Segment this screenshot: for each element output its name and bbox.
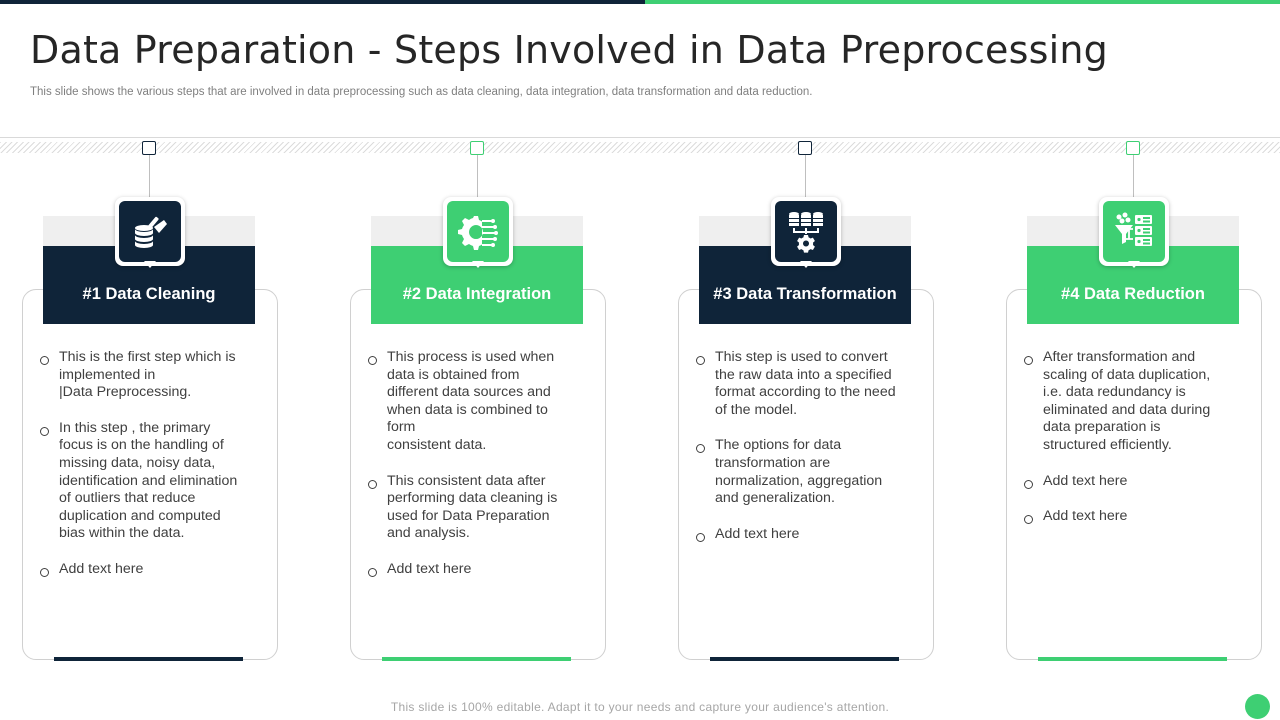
icon-pointer bbox=[144, 261, 156, 268]
bullet-item: Add text here bbox=[368, 561, 573, 579]
database-gear-icon bbox=[775, 201, 837, 262]
step-icon-badge bbox=[771, 197, 841, 266]
timeline-marker bbox=[798, 141, 812, 155]
bullet-item: Add text here bbox=[1024, 508, 1229, 526]
icon-pointer bbox=[1128, 261, 1140, 268]
step-bullet-list bbox=[1024, 349, 1229, 544]
slide-footer-note: This slide is 100% editable. Adapt it to your needs and capture your audience's attention. bbox=[390, 700, 890, 714]
step-title: #1 Data Cleaning bbox=[82, 285, 216, 303]
timeline-marker bbox=[470, 141, 484, 155]
step-column-4 bbox=[1006, 0, 1262, 720]
connector-line bbox=[477, 155, 478, 200]
slide-title: Data Preparation - Steps Involved in Data Preprocessing bbox=[30, 28, 1108, 72]
card-bottom-bar bbox=[1038, 657, 1227, 661]
step-bullet-list bbox=[40, 349, 245, 597]
bullet-item: This step is used to convert the raw data into a specified format according to the need of the model. bbox=[696, 349, 901, 419]
gear-circuit-icon bbox=[447, 201, 509, 262]
connector-line bbox=[149, 155, 150, 200]
step-title: #4 Data Reduction bbox=[1061, 285, 1205, 303]
slide-subtitle: This slide shows the various steps that are involved in data preprocessing such as data cleaning, data integration, data transformation and data reduction. bbox=[30, 86, 813, 98]
bullet-item: After transformation and scaling of data duplication, i.e. data redundancy is eliminated and data during data preparation is structured efficiently. bbox=[1024, 349, 1229, 455]
step-bullet-list bbox=[368, 349, 573, 597]
bullet-item: In this step , the primary focus is on the handling of missing data, noisy data, identification and elimination of outliers that reduce duplication and computed bias within the data. bbox=[40, 420, 245, 543]
step-icon-badge bbox=[443, 197, 513, 266]
step-icon-badge bbox=[1099, 197, 1169, 266]
icon-pointer bbox=[472, 261, 484, 268]
card-bottom-bar bbox=[382, 657, 571, 661]
step-column-3 bbox=[678, 0, 934, 720]
connector-line bbox=[805, 155, 806, 200]
bullet-item: Add text here bbox=[1024, 473, 1229, 491]
bullet-item: The options for data transformation are normalization, aggregation and generalization. bbox=[696, 437, 901, 507]
step-icon-badge bbox=[115, 197, 185, 266]
corner-decoration-dot bbox=[1245, 694, 1270, 719]
bullet-item: This process is used when data is obtained from different data sources and when data is combined to form consistent data. bbox=[368, 349, 573, 455]
timeline-marker bbox=[1126, 141, 1140, 155]
bullet-item: Add text here bbox=[40, 561, 245, 579]
funnel-filter-icon bbox=[1103, 201, 1165, 262]
broom-coins-icon bbox=[119, 201, 181, 262]
step-bullet-list bbox=[696, 349, 901, 561]
step-title: #2 Data Integration bbox=[402, 285, 552, 303]
step-column-1 bbox=[22, 0, 278, 720]
card-bottom-bar bbox=[54, 657, 243, 661]
connector-line bbox=[1133, 155, 1134, 200]
card-bottom-bar bbox=[710, 657, 899, 661]
icon-pointer bbox=[800, 261, 812, 268]
bullet-item: Add text here bbox=[696, 526, 901, 544]
step-title: #3 Data Transformation bbox=[713, 285, 897, 303]
bullet-item: This is the first step which is implemented in |Data Preprocessing. bbox=[40, 349, 245, 402]
step-column-2 bbox=[350, 0, 606, 720]
bullet-item: This consistent data after performing data cleaning is used for Data Preparation and analysis. bbox=[368, 473, 573, 543]
timeline-marker bbox=[142, 141, 156, 155]
